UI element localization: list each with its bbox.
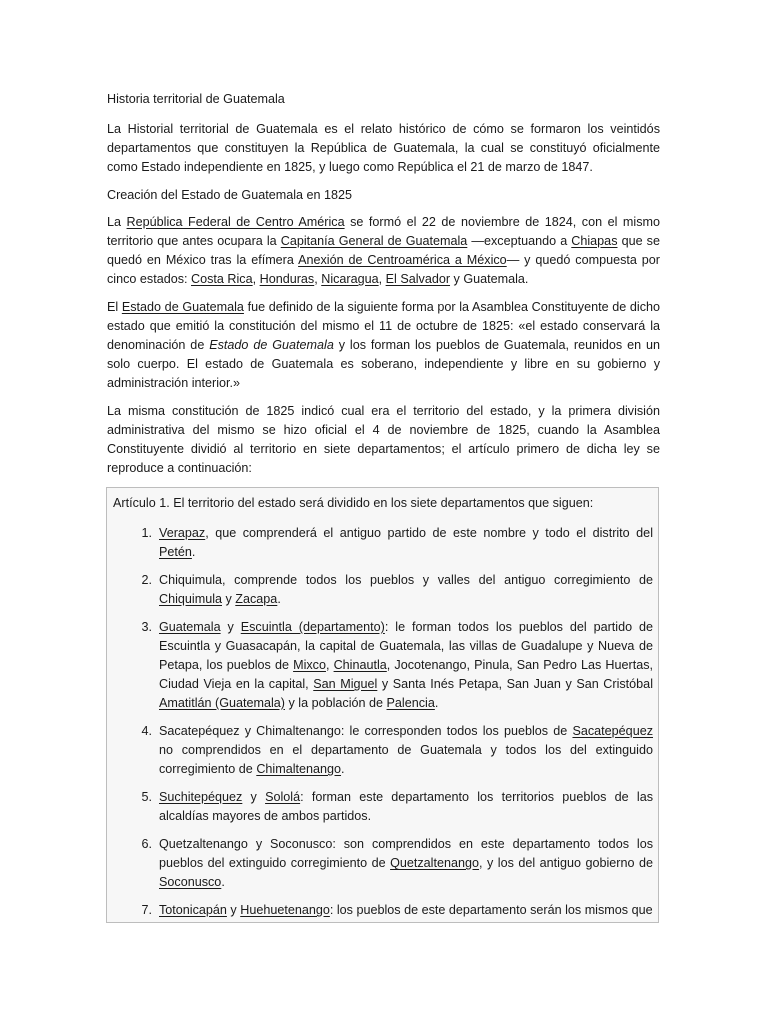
link-anexion[interactable]: Anexión de Centroamérica a México (298, 253, 507, 267)
list-item-link[interactable]: Sololá (265, 790, 301, 804)
text: y la población de (285, 696, 387, 710)
text: y (226, 903, 241, 917)
text: . (191, 545, 196, 559)
list-item-number: 5. (141, 790, 152, 804)
text: , que comprenderá el antiguo partido de este nombre y todo el distrito del (205, 526, 653, 540)
link-nicaragua[interactable]: Nicaragua (321, 272, 379, 286)
text: . (277, 592, 281, 606)
document-page (107, 90, 660, 923)
text: y Santa Inés Petapa, San Juan y San Cristóbal (377, 677, 653, 691)
link-el-salvador[interactable]: El Salvador (385, 272, 451, 286)
list-item-link[interactable]: Quetzaltenango (390, 856, 480, 870)
list-item (113, 835, 655, 892)
text: y (242, 790, 266, 804)
list-item-number: 6. (141, 837, 152, 851)
constitucion-paragraph: La misma constitución de 1825 indicó cual era el territorio del estado, y la primera división administrativa del mismo se hizo oficial el 4 de noviembre de 1825, cuando la Asamblea Constituyente dividió al territorio en siete departamentos; el artículo primero de dicha ley se reproduce a continuación: (107, 404, 660, 475)
text: , (314, 272, 322, 286)
list-item-text (159, 618, 655, 713)
list-item (113, 618, 655, 713)
list-item-number: 7. (141, 903, 152, 917)
text: . (221, 875, 225, 889)
text: que se quedó en México tras la efímera (107, 234, 660, 267)
list-item-link[interactable]: Chimaltenango (256, 762, 342, 776)
list-item-link[interactable]: Chinautla (333, 658, 387, 672)
list-item-link[interactable]: Totonicapán (159, 903, 227, 917)
list-item (113, 524, 655, 562)
intro-text: La Historial territorial de Guatemala es el relato histórico de cómo se formaron los veintidós departamentos que constituyen la República de Guatemala, la cual se constituyó oficialmente como Estado independiente en 1825, y luego como República el 21 de marzo de 1847. (107, 122, 660, 174)
list-item-text (159, 835, 655, 892)
text: . (341, 762, 345, 776)
text: : forman este departamento los territorios pueblos de las alcaldías mayores de ambos partidos. (159, 790, 653, 823)
text: , (252, 272, 260, 286)
list-item (113, 571, 655, 609)
text: y los forman los pueblos de Guatemala, reunidos en un solo cuerpo. El estado de Guatemala es soberano, independiente y libre en su gobierno y administración interior.» (107, 338, 660, 390)
list-item-link[interactable]: Huehuetenango (240, 903, 330, 917)
list-item-link[interactable]: Zacapa (235, 592, 278, 606)
articulo-list (113, 524, 655, 920)
document-title: Historia territorial de Guatemala (107, 92, 285, 106)
link-capitania-general[interactable]: Capitanía General de Guatemala (280, 234, 468, 248)
list-item-number: 1. (141, 526, 152, 540)
list-item-text (159, 901, 655, 920)
text: y (222, 592, 236, 606)
text: , (325, 658, 334, 672)
text: Quetzaltenango y Soconusco: son comprendidos en este departamento todos los pueblos del extinguido corregimiento de (159, 837, 653, 870)
list-item-link[interactable]: Guatemala (159, 620, 221, 634)
articulo-box (106, 487, 659, 923)
list-item-link[interactable]: Petén (159, 545, 192, 559)
list-item (113, 901, 655, 920)
list-item-number: 2. (141, 573, 152, 587)
text: fue definido de la siguiente forma por la Asamblea Constituyente de dicho estado que emitió la constitución del mismo el 11 de octubre de 1825: «el estado conservará la denominación de (107, 300, 660, 352)
intro-paragraph (107, 120, 660, 177)
link-chiapas[interactable]: Chiapas (571, 234, 618, 248)
link-republica-federal[interactable]: República Federal de Centro América (126, 215, 345, 229)
link-honduras[interactable]: Honduras (259, 272, 315, 286)
list-item-link[interactable]: Sacatepéquez (572, 724, 653, 738)
list-item-text (159, 571, 655, 609)
text: , (378, 272, 386, 286)
list-item-text (159, 524, 655, 562)
text: y Guatemala. (450, 272, 529, 286)
text: — y quedó compuesta por cinco estados: (107, 253, 660, 286)
list-item-link[interactable]: San Miguel (313, 677, 378, 691)
list-item (113, 788, 655, 826)
italic-text: Estado de Guatemala (209, 338, 334, 352)
text: , Jocotenango, Pinula, San Pedro Las Huertas, Ciudad Vieja en la capital, (159, 658, 653, 691)
list-item-link[interactable]: Escuintla (departamento) (240, 620, 385, 634)
section-heading: Creación del Estado de Guatemala en 1825 (107, 188, 353, 202)
link-costa-rica[interactable]: Costa Rica (191, 272, 253, 286)
list-item-number: 3. (141, 620, 152, 634)
estado-paragraph (107, 298, 660, 393)
text: El (107, 300, 122, 314)
articulo-title: Artículo 1. El territorio del estado será dividido en los siete departamentos que siguen: (113, 496, 594, 510)
list-item-text (159, 722, 655, 779)
list-item-text (159, 788, 655, 826)
list-item-number: 4. (141, 724, 152, 738)
list-item-link[interactable]: Soconusco (159, 875, 222, 889)
link-estado-de-guatemala[interactable]: Estado de Guatemala (121, 300, 244, 314)
list-item-link[interactable]: Suchitepéquez (159, 790, 243, 804)
text: , y los del antiguo gobierno de (479, 856, 653, 870)
text: se formó el 22 de noviembre de 1824, con el mismo territorio que antes ocupara la (107, 215, 660, 248)
list-item-link[interactable]: Amatitlán (Guatemala) (159, 696, 285, 710)
text: —exceptuando a (467, 234, 572, 248)
text: : le forman todos los pueblos del partido de Escuintla y Guasacapán, la capital de Guatemala, las villas de Guadalupe y Nueva de Petapa, los pueblos de (159, 620, 653, 672)
text: Sacatepéquez y Chimaltenango: le corresponden todos los pueblos de (159, 724, 573, 738)
text: y (220, 620, 241, 634)
list-item-link[interactable]: Chiquimula (159, 592, 222, 606)
text: . (434, 696, 439, 710)
list-item-link[interactable]: Mixco (293, 658, 326, 672)
text: no comprendidos en el departamento de Guatemala y todos los del extinguido corregimiento de (159, 743, 653, 776)
list-item (113, 722, 655, 779)
text: La (107, 215, 127, 229)
rfca-paragraph (107, 213, 660, 289)
text: Chiquimula, comprende todos los pueblos y valles del antiguo corregimiento de (159, 573, 653, 587)
list-item-link[interactable]: Palencia (386, 696, 435, 710)
text: : los pueblos de este departamento serán los mismos que (329, 903, 653, 917)
list-item-link[interactable]: Verapaz (159, 526, 206, 540)
